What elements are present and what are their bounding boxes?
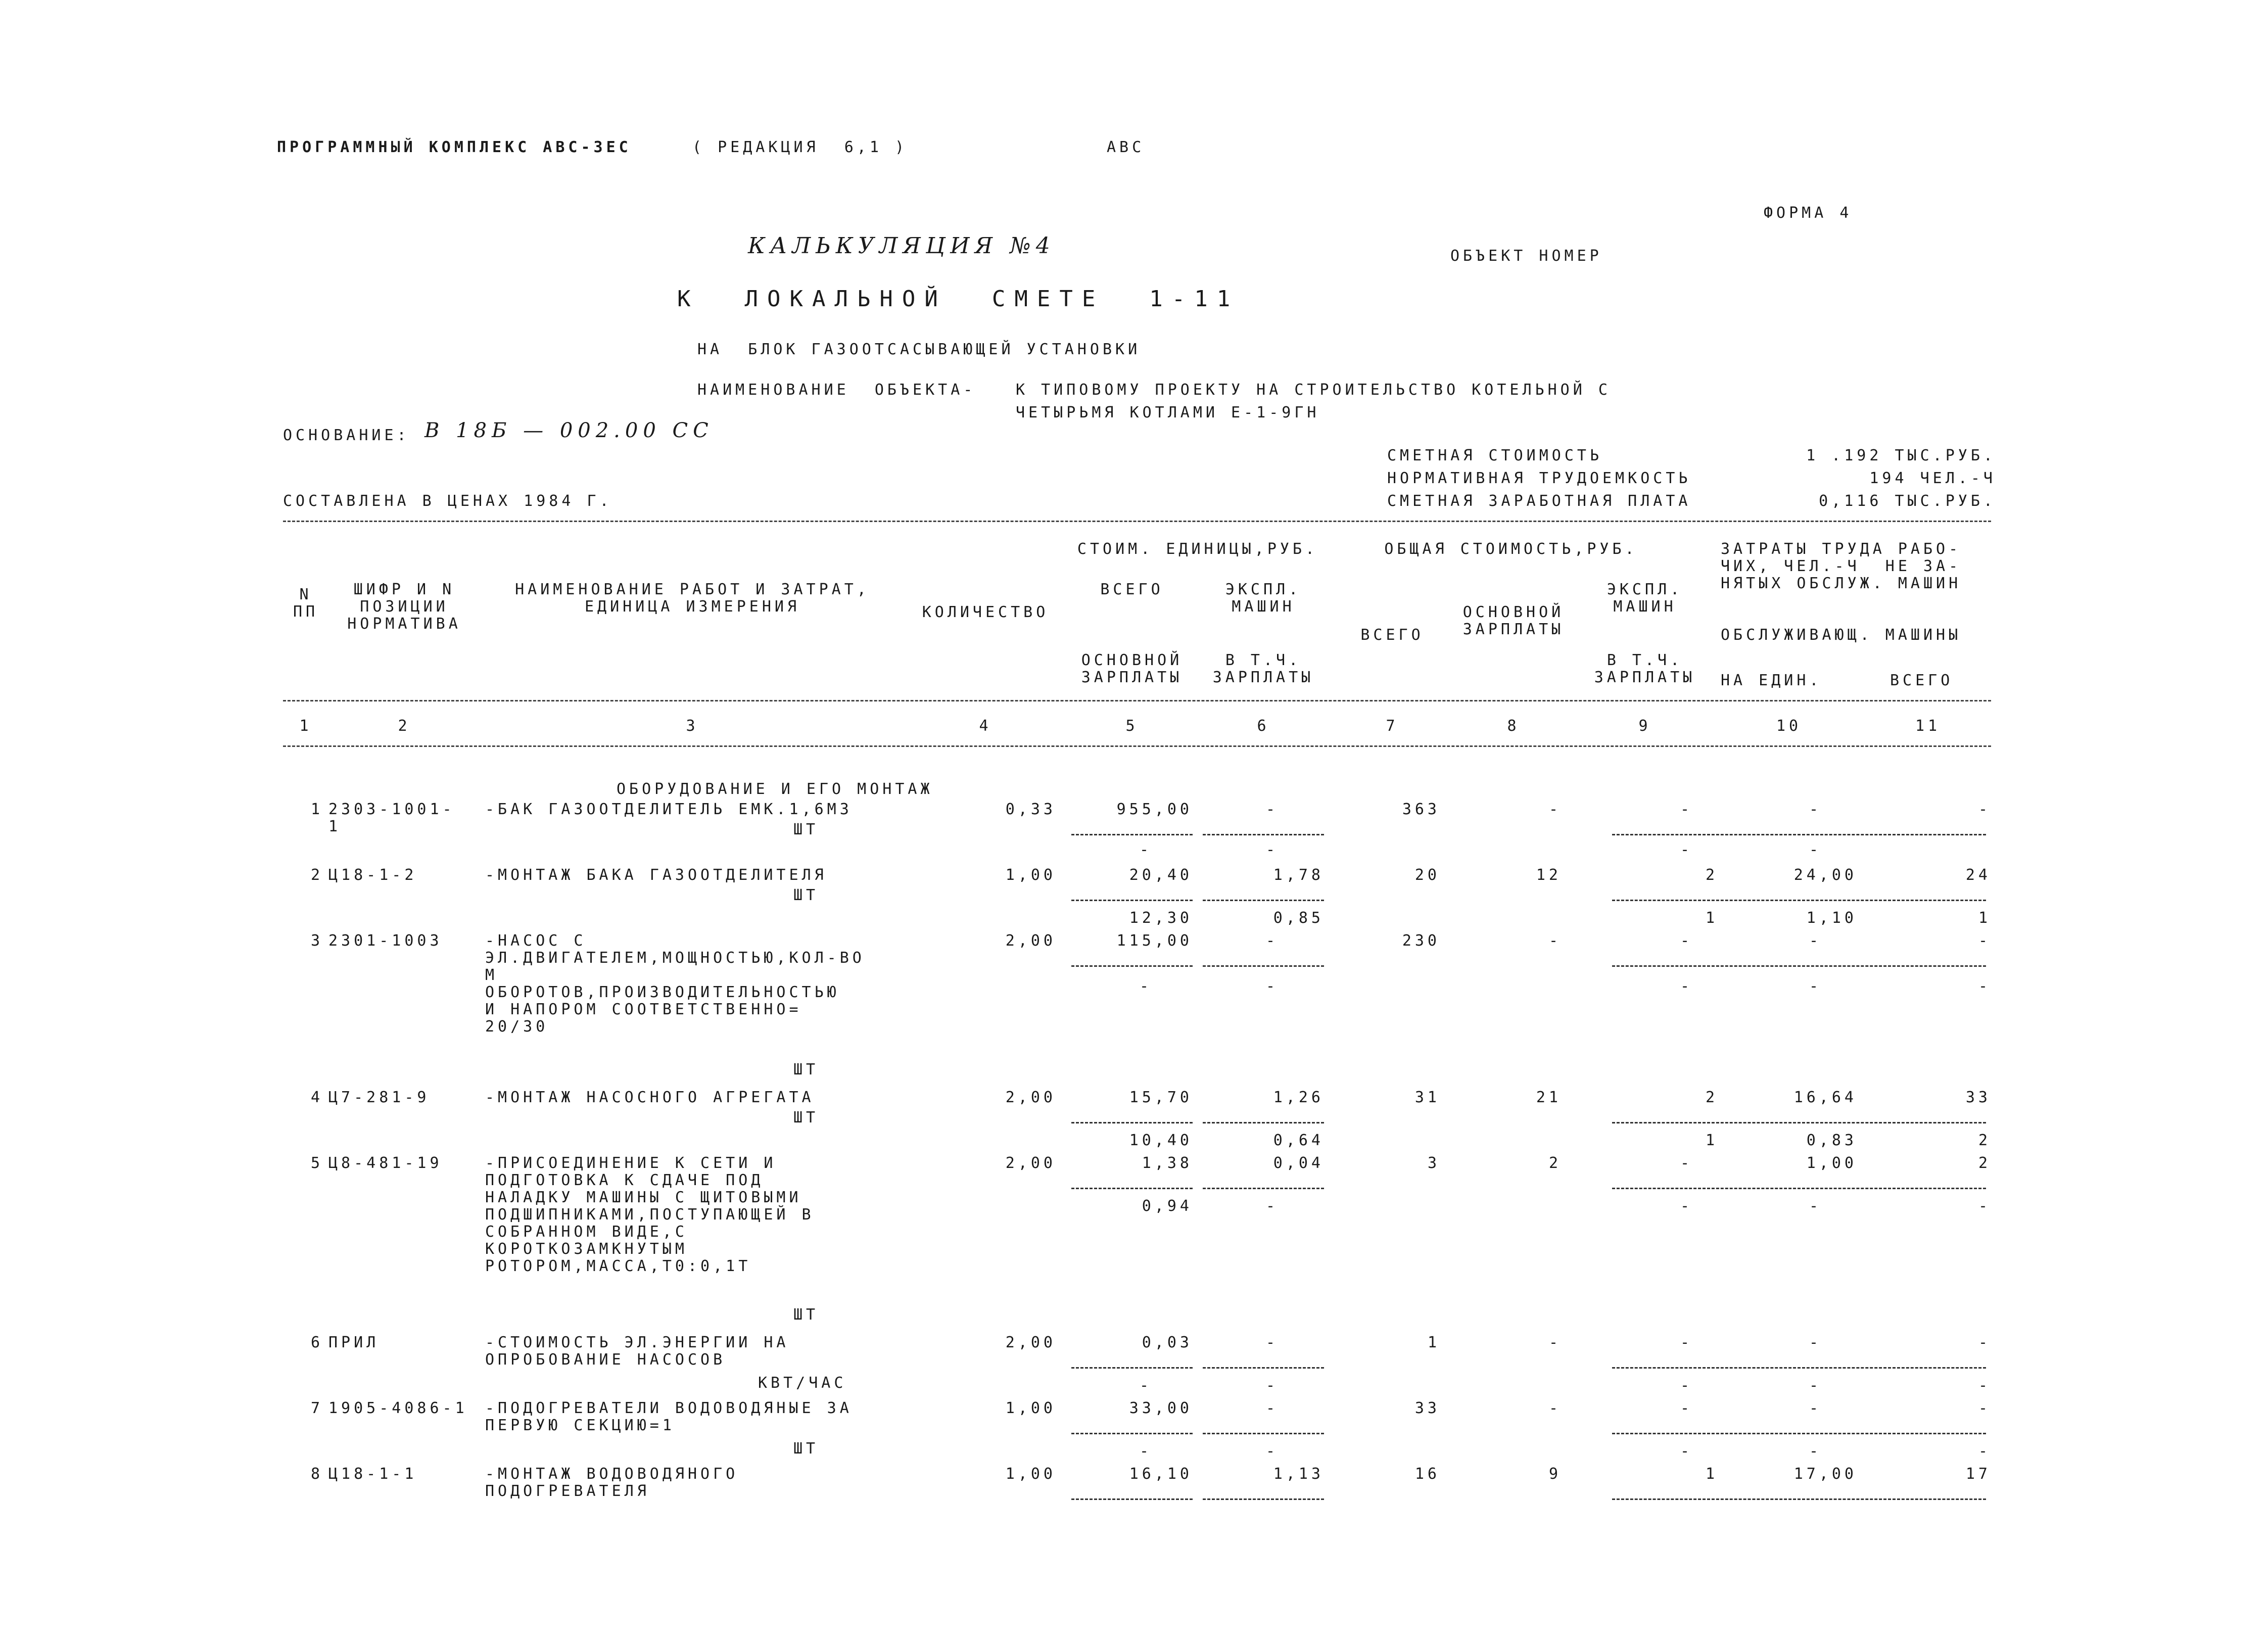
sub-rule — [1071, 1498, 1193, 1500]
row-total-wage: - — [1548, 1399, 1562, 1417]
row-unit-mach: - — [1265, 1399, 1279, 1417]
row-total-wage: - — [1548, 1334, 1562, 1351]
sub-rule — [1203, 1433, 1324, 1434]
row-unit-mach: - — [1265, 932, 1279, 950]
row-number: 4 — [310, 1089, 323, 1106]
row-code: Ц8-481-19 — [328, 1154, 443, 1172]
row-name: -ПРИСОЕДИНЕНИЕ К СЕТИ И ПОДГОТОВКА К СДАЧЕ ПОД НАЛАДКУ МАШИНЫ С ЩИТОВЫМИ ПОДШИПНИКАМИ,ПОСТУПАЮЩЕЙ В СОБРАННОМ ВИДЕ,С КОРОТКОЗАМКНУТЫМ РОТОРОМ,МАССА,Т0:0,1Т — [485, 1154, 815, 1275]
program-code: ABC — [1107, 138, 1145, 156]
row-total-wage: 9 — [1548, 1465, 1562, 1483]
row-total-wage: 12 — [1536, 866, 1562, 884]
row-labor-serv-all: - — [1978, 1197, 1991, 1215]
sub-rule — [1203, 900, 1324, 901]
row-number: 7 — [310, 1399, 323, 1417]
table-header-rule — [283, 700, 1991, 701]
prices-note: СОСТАВЛЕНА В ЦЕНАХ 1984 Г. — [283, 492, 612, 510]
unit-total-head: ВСЕГО — [1100, 581, 1164, 598]
row-total: 363 — [1402, 801, 1440, 818]
row-unit-incl: - — [1265, 841, 1279, 859]
smeta-title: К ЛОКАЛЬНОЙ СМЕТЕ 1-11 — [677, 286, 1240, 312]
row-total-incl: - — [1680, 1197, 1693, 1215]
row-labor-serv-per: 0,83 — [1806, 1132, 1857, 1149]
row-labor-all: 24 — [1965, 866, 1991, 884]
row-code: ПРИЛ — [328, 1334, 380, 1351]
row-labor-all: - — [1978, 1399, 1991, 1417]
row-unit-total: 955,00 — [1116, 801, 1193, 818]
object-name-line1: К ТИПОВОМУ ПРОЕКТУ НА СТРОИТЕЛЬСТВО КОТЕЛЬНОЙ С — [1016, 381, 1611, 399]
col-num: 6 — [1257, 717, 1270, 735]
total-cost-head: ОБЩАЯ СТОИМОСТЬ,РУБ. — [1384, 540, 1638, 558]
col-name-head: НАИМЕНОВАНИЕ РАБОТ И ЗАТРАТ, ЕДИНИЦА ИЗМЕРЕНИЯ — [515, 581, 870, 616]
row-labor-per: 24,00 — [1793, 866, 1857, 884]
row-name: -ПОДОГРЕВАТЕЛИ ВОДОВОДЯНЫЕ ЗА ПЕРВУЮ СЕКЦИЮ=1 — [485, 1399, 853, 1434]
row-code: Ц18-1-1 — [328, 1465, 417, 1483]
row-unit-total: 15,70 — [1129, 1089, 1193, 1106]
row-qty: 2,00 — [1005, 1334, 1056, 1351]
row-labor-serv-all: 2 — [1978, 1132, 1991, 1149]
row-labor-serv-per: - — [1809, 841, 1822, 859]
row-total-mach: 2 — [1705, 1089, 1718, 1106]
sub-rule — [1203, 1122, 1324, 1123]
col-n-head: N ПП — [293, 586, 319, 621]
sub-rule — [1612, 900, 1986, 901]
col-num: 11 — [1915, 717, 1941, 735]
table-top-rule — [283, 521, 1991, 522]
row-code: Ц18-1-2 — [328, 866, 417, 884]
sub-rule — [1071, 1188, 1193, 1189]
program-name: ПРОГРАММНЫЙ КОМПЛЕКС АВС-3ЕС — [277, 138, 632, 156]
row-unit-total: 33,00 — [1129, 1399, 1193, 1417]
summary-labor-label: НОРМАТИВНАЯ ТРУДОЕМКОСТЬ — [1387, 470, 1691, 487]
labor-head: ЗАТРАТЫ ТРУДА РАБО- ЧИХ, ЧЕЛ.-Ч НЕ ЗА- НЯТЫХ ОБСЛУЖ. МАШИН — [1721, 540, 1962, 592]
sub-rule — [1203, 1367, 1324, 1369]
row-code: 2303-1001- 1 — [328, 801, 455, 835]
row-unit-wage: 0,94 — [1142, 1197, 1193, 1215]
row-unit-wage: - — [1139, 977, 1152, 995]
row-total: 20 — [1414, 866, 1440, 884]
row-number: 1 — [310, 801, 323, 818]
sub-rule — [1071, 1122, 1193, 1123]
sub-rule — [1203, 1188, 1324, 1189]
row-total-mach: - — [1680, 1154, 1693, 1172]
sub-rule — [1203, 1498, 1324, 1500]
col-num: 3 — [686, 717, 699, 735]
row-unit: ШТ — [793, 886, 819, 904]
row-unit-mach: - — [1265, 1334, 1279, 1351]
row-labor-serv-all: - — [1978, 977, 1991, 995]
row-labor-per: - — [1809, 1399, 1822, 1417]
row-total-mach: 2 — [1705, 866, 1718, 884]
row-unit-total: 0,03 — [1142, 1334, 1193, 1351]
sub-rule — [1612, 1122, 1986, 1123]
col-num: 5 — [1125, 717, 1139, 735]
row-name: -НАСОС С ЭЛ.ДВИГАТЕЛЕМ,МОЩНОСТЬЮ,КОЛ-ВО М ОБОРОТОВ,ПРОИЗВОДИТЕЛЬНОСТЬЮ И НАПОРОМ СООТВЕТСТВЕННО= 20/30 — [485, 932, 865, 1036]
row-qty: 1,00 — [1005, 866, 1056, 884]
summary-wage-label: СМЕТНАЯ ЗАРАБОТНАЯ ПЛАТА — [1387, 492, 1691, 510]
row-total: 16 — [1414, 1465, 1440, 1483]
unit-mach-head: ЭКСПЛ. МАШИН — [1225, 581, 1302, 616]
row-number: 8 — [310, 1465, 323, 1483]
sub-rule — [1203, 834, 1324, 835]
col-num: 8 — [1507, 717, 1520, 735]
row-code: Ц7-281-9 — [328, 1089, 430, 1106]
row-total-wage: - — [1548, 932, 1562, 950]
table-numbers-rule — [283, 745, 1991, 747]
row-unit-wage: - — [1139, 1442, 1152, 1460]
row-labor-all: 17 — [1965, 1465, 1991, 1483]
row-unit-incl: - — [1265, 1442, 1279, 1460]
row-labor-all: - — [1978, 932, 1991, 950]
row-name: -СТОИМОСТЬ ЭЛ.ЭНЕРГИИ НА ОПРОБОВАНИЕ НАСОСОВ — [485, 1334, 789, 1369]
row-number: 5 — [310, 1154, 323, 1172]
row-labor-per: 1,00 — [1806, 1154, 1857, 1172]
row-unit: КВТ/ЧАС — [758, 1374, 847, 1392]
row-qty: 2,00 — [1005, 1089, 1056, 1106]
row-code: 2301-1003 — [328, 932, 443, 950]
sub-rule — [1612, 1433, 1986, 1434]
row-labor-serv-all: - — [1978, 1377, 1991, 1394]
row-labor-serv-all: 1 — [1978, 909, 1991, 927]
row-labor-per: - — [1809, 1334, 1822, 1351]
row-qty: 0,33 — [1005, 801, 1056, 818]
row-labor-serv-per: - — [1809, 1197, 1822, 1215]
col-code-head: ШИФР И N ПОЗИЦИИ НОРМАТИВА — [347, 581, 461, 633]
row-name: -МОНТАЖ НАСОСНОГО АГРЕГАТА — [485, 1089, 815, 1106]
row-total: 1 — [1427, 1334, 1440, 1351]
row-unit-total: 16,10 — [1129, 1465, 1193, 1483]
row-unit-incl: - — [1265, 1377, 1279, 1394]
row-total-incl: 1 — [1705, 909, 1718, 927]
sub-rule — [1203, 965, 1324, 967]
row-unit: ШТ — [793, 1061, 819, 1079]
row-unit-mach: 0,04 — [1273, 1154, 1324, 1172]
row-total-incl: - — [1680, 977, 1693, 995]
summary-labor-value: 194 ЧЕЛ.-Ч — [1869, 470, 1996, 487]
row-unit-wage: 10,40 — [1129, 1132, 1193, 1149]
row-total: 3 — [1427, 1154, 1440, 1172]
row-unit-incl: 0,64 — [1273, 1132, 1324, 1149]
sub-rule — [1071, 834, 1193, 835]
row-unit-mach: 1,13 — [1273, 1465, 1324, 1483]
form-number: ФОРМА 4 — [1764, 204, 1853, 222]
labor-per-head: НА ЕДИН. — [1721, 672, 1822, 689]
total-incl-head: В Т.Ч. ЗАРПЛАТЫ — [1594, 651, 1696, 686]
row-total-incl: - — [1680, 841, 1693, 859]
summary-cost-label: СМЕТНАЯ СТОИМОСТЬ — [1387, 447, 1603, 464]
row-total: 33 — [1414, 1399, 1440, 1417]
row-unit-total: 115,00 — [1116, 932, 1193, 950]
row-number: 6 — [310, 1334, 323, 1351]
sub-rule — [1612, 834, 1986, 835]
row-total: 230 — [1402, 932, 1440, 950]
labor-all-head: ВСЕГО — [1890, 672, 1954, 689]
row-total-wage: 21 — [1536, 1089, 1562, 1106]
row-qty: 2,00 — [1005, 1154, 1056, 1172]
row-total-mach: - — [1680, 1334, 1693, 1351]
object-name-line2: ЧЕТЫРЬМЯ КОТЛАМИ Е-1-9ГН — [1016, 404, 1320, 421]
row-total-wage: - — [1548, 801, 1562, 818]
row-unit: ШТ — [793, 1306, 819, 1324]
object-name-label: НАИМЕНОВАНИЕ ОБЪЕКТА- — [697, 381, 976, 399]
col-num: 4 — [979, 717, 992, 735]
unit-incl-head: В Т.Ч. ЗАРПЛАТЫ — [1212, 651, 1314, 686]
row-number: 3 — [310, 932, 323, 950]
row-unit-wage: 12,30 — [1129, 909, 1193, 927]
row-unit: ШТ — [793, 1440, 819, 1458]
row-total-wage: 2 — [1548, 1154, 1562, 1172]
row-unit-incl: - — [1265, 1197, 1279, 1215]
row-code: 1905-4086-1 — [328, 1399, 468, 1417]
row-qty: 1,00 — [1005, 1465, 1056, 1483]
object-number-label: ОБЪЕКТ НОМЕР — [1450, 247, 1602, 265]
row-unit-mach: - — [1265, 801, 1279, 818]
row-unit-total: 1,38 — [1142, 1154, 1193, 1172]
sub-rule — [1071, 1367, 1193, 1369]
basis-value: В 18Б — 002.00 СС — [424, 419, 714, 442]
row-labor-per: 16,64 — [1793, 1089, 1857, 1106]
row-total-mach: - — [1680, 1399, 1693, 1417]
row-labor-serv-per: 1,10 — [1806, 909, 1857, 927]
row-labor-serv-per: - — [1809, 1442, 1822, 1460]
row-total-mach: - — [1680, 932, 1693, 950]
summary-cost-value: 1 .192 ТЫС.РУБ. — [1806, 447, 1996, 464]
row-unit: ШТ — [793, 1109, 819, 1127]
row-unit-incl: - — [1265, 977, 1279, 995]
row-labor-all: 33 — [1965, 1089, 1991, 1106]
row-total-incl: 1 — [1705, 1132, 1718, 1149]
sub-rule — [1612, 1498, 1986, 1500]
row-qty: 2,00 — [1005, 932, 1056, 950]
row-name: -МОНТАЖ БАКА ГАЗООТДЕЛИТЕЛЯ — [485, 866, 827, 884]
col-num: 2 — [398, 717, 411, 735]
row-labor-all: - — [1978, 1334, 1991, 1351]
row-total-mach: - — [1680, 801, 1693, 818]
col-num: 9 — [1638, 717, 1651, 735]
on-what: НА БЛОК ГАЗООТСАСЫВАЮЩЕЙ УСТАНОВКИ — [697, 341, 1141, 358]
row-unit-incl: 0,85 — [1273, 909, 1324, 927]
row-name: -МОНТАЖ ВОДОВОДЯНОГО ПОДОГРЕВАТЕЛЯ — [485, 1465, 739, 1500]
col-num: 7 — [1386, 717, 1399, 735]
col-qty-head: КОЛИЧЕСТВО — [922, 603, 1049, 621]
row-number: 2 — [310, 866, 323, 884]
unit-wage-head: ОСНОВНОЙ ЗАРПЛАТЫ — [1081, 651, 1183, 686]
labor-serv-head: ОБСЛУЖИВАЮЩ. МАШИНЫ — [1721, 626, 1962, 644]
sub-rule — [1612, 1188, 1986, 1189]
row-total-incl: - — [1680, 1377, 1693, 1394]
row-labor-serv-per: - — [1809, 977, 1822, 995]
row-total-incl: - — [1680, 1442, 1693, 1460]
sub-rule — [1071, 900, 1193, 901]
row-labor-serv-per: - — [1809, 1377, 1822, 1394]
col-num: 1 — [299, 717, 312, 735]
row-unit-total: 20,40 — [1129, 866, 1193, 884]
row-unit-wage: - — [1139, 1377, 1152, 1394]
row-labor-serv-all: - — [1978, 1442, 1991, 1460]
row-unit-wage: - — [1139, 841, 1152, 859]
sub-rule — [1071, 1433, 1193, 1434]
total-all-head: ВСЕГО — [1360, 626, 1424, 644]
row-name: -БАК ГАЗООТДЕЛИТЕЛЬ ЕМК.1,6М3 — [485, 801, 853, 818]
row-qty: 1,00 — [1005, 1399, 1056, 1417]
basis-label: ОСНОВАНИЕ: — [283, 427, 410, 444]
row-labor-per: - — [1809, 801, 1822, 818]
row-labor-per: 17,00 — [1793, 1465, 1857, 1483]
summary-wage-value: 0,116 ТЫС.РУБ. — [1819, 492, 1996, 510]
row-total: 31 — [1414, 1089, 1440, 1106]
col-num: 10 — [1776, 717, 1802, 735]
sub-rule — [1071, 965, 1193, 967]
row-unit-mach: 1,78 — [1273, 866, 1324, 884]
section-title: ОБОРУДОВАНИЕ И ЕГО МОНТАЖ — [617, 780, 933, 798]
calculation-title: КАЛЬКУЛЯЦИЯ №4 — [748, 233, 1055, 259]
sub-rule — [1612, 1367, 1986, 1369]
row-unit: ШТ — [793, 821, 819, 838]
total-mach-head: ЭКСПЛ. МАШИН — [1606, 581, 1683, 616]
sub-rule — [1612, 965, 1986, 967]
unit-cost-head: СТОИМ. ЕДИНИЦЫ,РУБ. — [1077, 540, 1318, 558]
program-edition: ( РЕДАКЦИЯ 6,1 ) — [692, 138, 908, 156]
row-labor-all: 2 — [1978, 1154, 1991, 1172]
total-wage-head: ОСНОВНОЙ ЗАРПЛАТЫ — [1462, 603, 1565, 638]
row-labor-all: - — [1978, 801, 1991, 818]
row-unit-mach: 1,26 — [1273, 1089, 1324, 1106]
row-total-mach: 1 — [1705, 1465, 1718, 1483]
row-labor-per: - — [1809, 932, 1822, 950]
